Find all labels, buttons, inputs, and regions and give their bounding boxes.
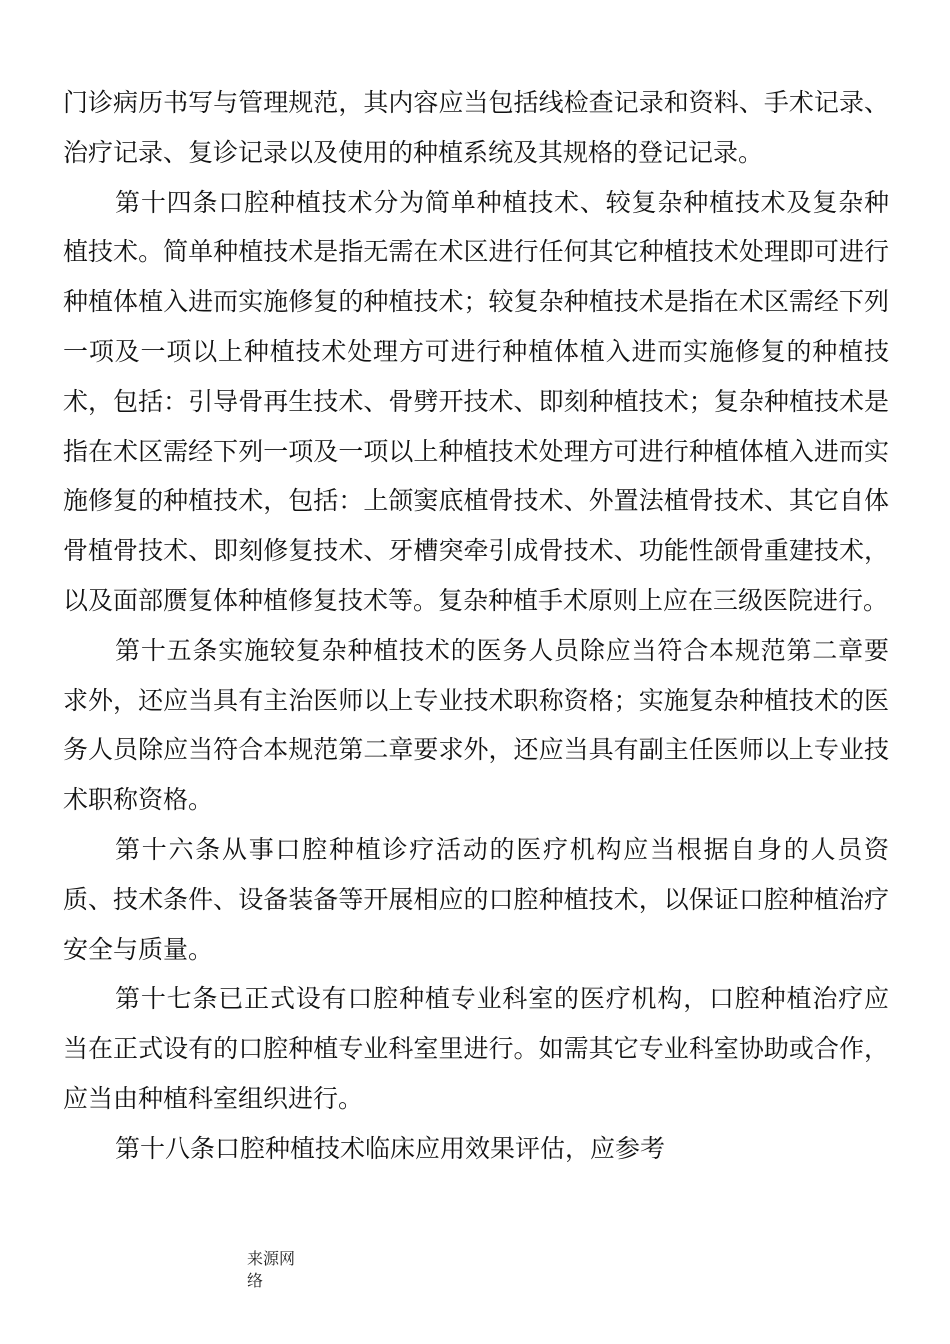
- document-body: [63, 78, 889, 1174]
- paragraph-article-17: 第十七条已正式设有口腔种植专业科室的医疗机构，口腔种植治疗应当在正式设有的口腔种植专业科室里进行。如需其它专业科室协助或合作，应当由种植科室组织进行。: [63, 984, 889, 1113]
- paragraph-article-16: 第十六条从事口腔种植诊疗活动的医疗机构应当根据自身的人员资质、技术条件、设备装备等开展相应的口腔种植技术，以保证口腔种植治疗安全与质量。: [63, 834, 889, 964]
- paragraph-article-15: 第十五条实施较复杂种植技术的医务人员除应当符合本规范第二章要求外，还应当具有主治医师以上专业技术职称资格；实施复杂种植技术的医务人员除应当符合本规范第二章要求外，还应当具有副主任医师以上专业技术职称资格。: [63, 635, 889, 815]
- source-note: 来源网络: [247, 1249, 296, 1290]
- paragraph-article-14: 第十四条口腔种植技术分为简单种植技术、较复杂种植技术及复杂种植技术。简单种植技术是指无需在术区进行任何其它种植技术处理即可进行种植体植入进而实施修复的种植技术；较复杂种植技术是指在术区需经下列一项及一项以上种植技术处理方可进行种植体植入进而实施修复的种植技术，包括：引导骨再生技术、骨劈开技术、即刻种植技术；复杂种植技术是指在术区需经下列一项及一项以上种植技术处理方可进行种植体植入进而实施修复的种植技术，包括：上颌窦底植骨技术、外置法植骨技术、其它自体骨植骨技术、即刻修复技术、牙槽突牵引成骨技术、功能性颌骨重建技术，以及面部赝复体种植修复技术等。复杂种植手术原则上应在三级医院进行。: [63, 187, 889, 615]
- paragraph-medical-record-continuation: 门诊病历书写与管理规范，其内容应当包括线检查记录和资料、手术记录、治疗记录、复诊记录以及使用的种植系统及其规格的登记记录。: [63, 88, 889, 167]
- paragraph-article-18: 第十八条口腔种植技术临床应用效果评估，应参考: [115, 1133, 666, 1163]
